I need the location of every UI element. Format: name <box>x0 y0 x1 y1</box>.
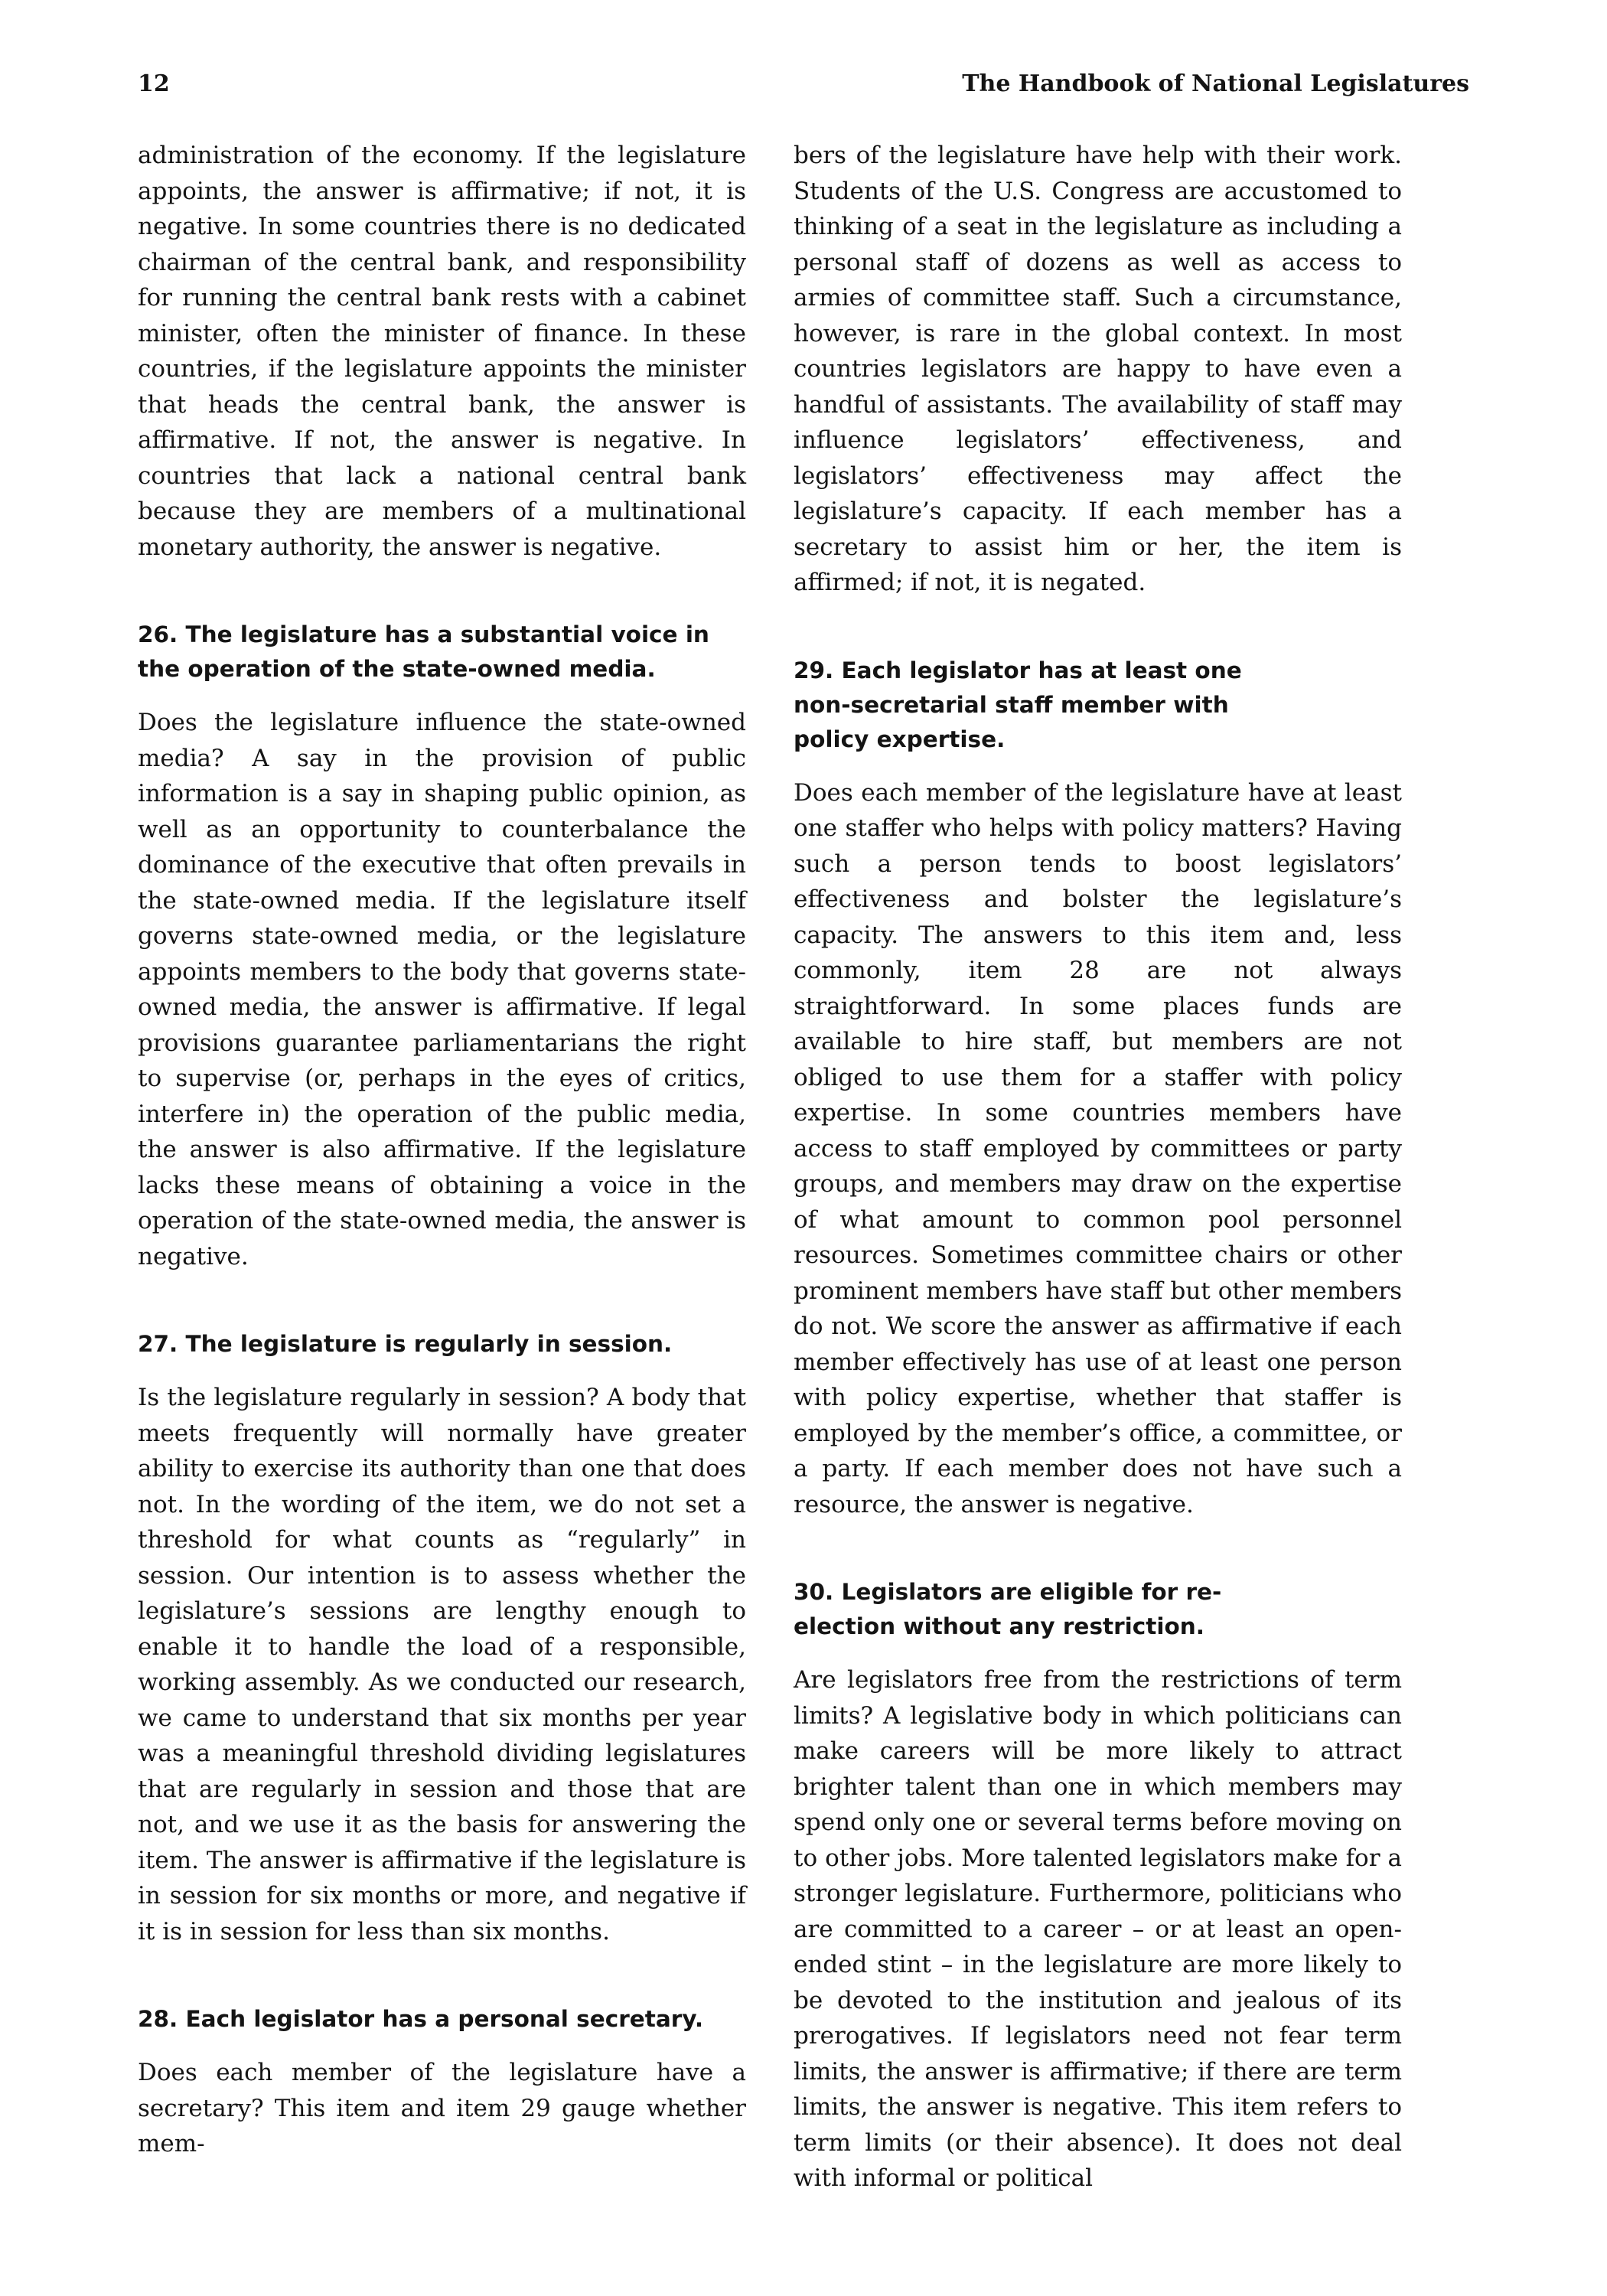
item-26-heading: 26. The legislature has a substantial voice in the operation of the state-owned media. <box>138 621 709 682</box>
item-28-heading: 28. Each legislator has a personal secretary. <box>138 2006 704 2032</box>
item-26-body: Does the legislature influence the state-owned media? A say in the provision of public information is a say in shaping public opinion, as well as an opportunity to counterbalance the dominance of the executive that often prevails in the state-owned media. If the legislature itself governs state-owned media, or the legislature appoints members to the body that governs state-owned media, the answer is affirmative. If legal provisions guarantee parliamentarians the right to supervise (or, perhaps in the eyes of critics, interfere in) the operation of the public media, the answer is also affirmative. If the legislature lacks these means of obtaining a voice in the operation of the state-owned media, the answer is negative. <box>138 709 746 1270</box>
intro-paragraph: administration of the economy. If the legislature appoints, the answer is affirmative; if not, it is negative. In some countries there is no dedicated chairman of the central bank, and responsibility for running the central bank rests with a cabinet minister, often the minister of finance. In these countries, if the legislature appoints the minister that heads the central bank, the answer is affirmative. If not, the answer is negative. In countries that lack a national central bank because they are members of a multinational monetary authority, the answer is negative. <box>138 142 746 561</box>
item-30-body: Are legislators free from the restrictions of term limits? A legislative body in which politicians can make careers will be more likely to attract brighter talent than one in which members may spend only one or several terms before moving on to other jobs. More talented legislators make for a stronger legislature. Furthermore, politicians who are committed to a career – or at least an open-ended stint – in the legislature are more likely to be devoted to the institution and jealous of its prerogatives. If legislators need not fear term limits, the answer is affirmative; if there are term limits, the answer is negative. This item refers to term limits (or their absence). It does not deal with informal or political <box>794 1666 1402 2192</box>
page-header <box>138 70 1469 109</box>
running-title: The Handbook of National Legislatures <box>962 70 1469 97</box>
right-column <box>794 138 1402 2197</box>
item-27-body: Is the legislature regularly in session? A body that meets frequently will normally have greater ability to exercise its authority than one that does not. In the wording of the item, we do not set a threshold for what counts as “regularly” in session. Our intention is to assess whether the legislature’s sessions are lengthy enough to enable it to handle the load of a responsible, working assembly. As we conducted our research, we came to understand that six months per year was a meaningful threshold dividing legislatures that are regularly in session and those that are not, and we use it as the basis for answering the item. The answer is affirmative if the legislature is in session for six months or more, and negative if it is in session for less than six months. <box>138 1384 746 1945</box>
item-27-heading: 27. The legislature is regularly in session. <box>138 1331 673 1357</box>
item-29-body: Does each member of the legislature have at least one staffer who helps with policy matters? Having such a person tends to boost legislators’ effectiveness and bolster the legislature’s capacity. The answers to this item and, less commonly, item 28 are not always straightforward. In some places funds are available to hire staff, but members are not obliged to use them for a staffer with policy expertise. In some countries members have access to staff employed by committees or party groups, and members may draw on the expertise of what amount to common pool personnel resources. Sometimes committee chairs or other prominent members have staff but other members do not. We score the answer as affirmative if each member effectively has use of at least one person with policy expertise, whether that staffer is employed by the member’s office, a committee, or a party. If each member does not have such a resource, the answer is negative. <box>794 778 1402 1518</box>
item-30-heading: 30. Legislators are eligible for re-election without any restriction. <box>794 1579 1222 1639</box>
left-column <box>138 138 746 2162</box>
page-number: 12 <box>138 70 170 97</box>
item-28-body-continued: bers of the legislature have help with their work. Students of the U.S. Congress are accustomed to thinking of a seat in the legislature as including a personal staff of dozens as well as access to armies of committee staff. Such a circumstance, however, is rare in the global context. In most countries legislators are happy to have even a handful of assistants. The availability of staff may influence legislators’ effectiveness, and legislators’ effectiveness may affect the legislature’s capacity. If each member has a secretary to assist him or her, the item is affirmed; if not, it is negated. <box>794 142 1402 596</box>
item-28-body-start: Does each member of the legislature have a secretary? This item and item 29 gauge whether mem- <box>138 2059 746 2157</box>
item-29-heading: 29. Each legislator has at least one non-secretarial staff member with policy expertise. <box>794 657 1242 752</box>
